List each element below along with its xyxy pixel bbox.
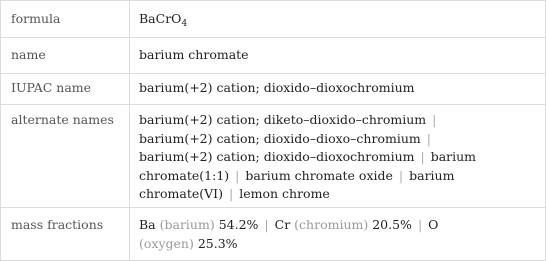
label-name: name — [11, 47, 46, 62]
row-alternate-names — [1, 105, 545, 208]
separator: | — [420, 149, 425, 164]
fraction-symbol: Ba — [139, 217, 156, 232]
value-iupac-name: barium(+2) cation; dioxido–dioxochromium — [139, 80, 415, 95]
separator: | — [432, 112, 437, 127]
fraction-element: (chromium) — [294, 217, 369, 232]
value-mass-fractions — [139, 216, 535, 253]
fraction-percent: 20.5% — [372, 217, 412, 232]
separator: | — [417, 217, 423, 232]
separator: | — [426, 130, 431, 146]
row-formula — [1, 1, 545, 38]
label-mass-fractions: mass fractions — [11, 217, 104, 232]
separator: | — [264, 217, 269, 232]
fraction-percent: 25.3% — [197, 235, 238, 251]
alternate-name: barium(+2) cation; dioxido–dioxo–chromium — [139, 130, 421, 146]
formula-subscript: 4 — [181, 19, 188, 29]
value-name: barium chromate — [139, 47, 249, 62]
formula-main: BaCrO — [139, 11, 182, 26]
row-iupac-name — [1, 74, 545, 105]
alternate-name: lemon chrome — [239, 186, 330, 201]
separator: | — [229, 186, 234, 201]
fraction-percent: 54.2% — [218, 217, 259, 232]
fraction-element: (barium) — [159, 217, 215, 232]
separator: | — [235, 167, 240, 183]
alternate-name: barium(+2) cation; dioxido–dioxochromium — [139, 149, 415, 164]
fraction-symbol: O — [428, 217, 439, 232]
alternate-name: barium(+2) cation; diketo–dioxido–chromium — [139, 112, 427, 127]
alternate-name: barium chromate oxide — [245, 167, 393, 183]
fraction-element: (oxygen) — [139, 235, 194, 251]
row-mass-fractions — [1, 208, 545, 260]
value-alternate-names: barium(+2) cation; diketo–dioxido–chromium | barium(+2) cation; dioxido–dioxo–chromium | barium(+2) cation; dioxido–dioxochromium | barium chromate(1:1) | barium chromate oxide | barium chromate(VI) | lemon chrome — [139, 112, 477, 201]
value-formula — [139, 10, 535, 34]
separator: | — [398, 167, 404, 183]
label-iupac-name: IUPAC name — [11, 80, 92, 95]
label-formula: formula — [11, 11, 61, 26]
fraction-symbol: Cr — [274, 217, 291, 232]
label-alternate-names: alternate names — [11, 112, 114, 127]
row-name — [1, 38, 545, 74]
